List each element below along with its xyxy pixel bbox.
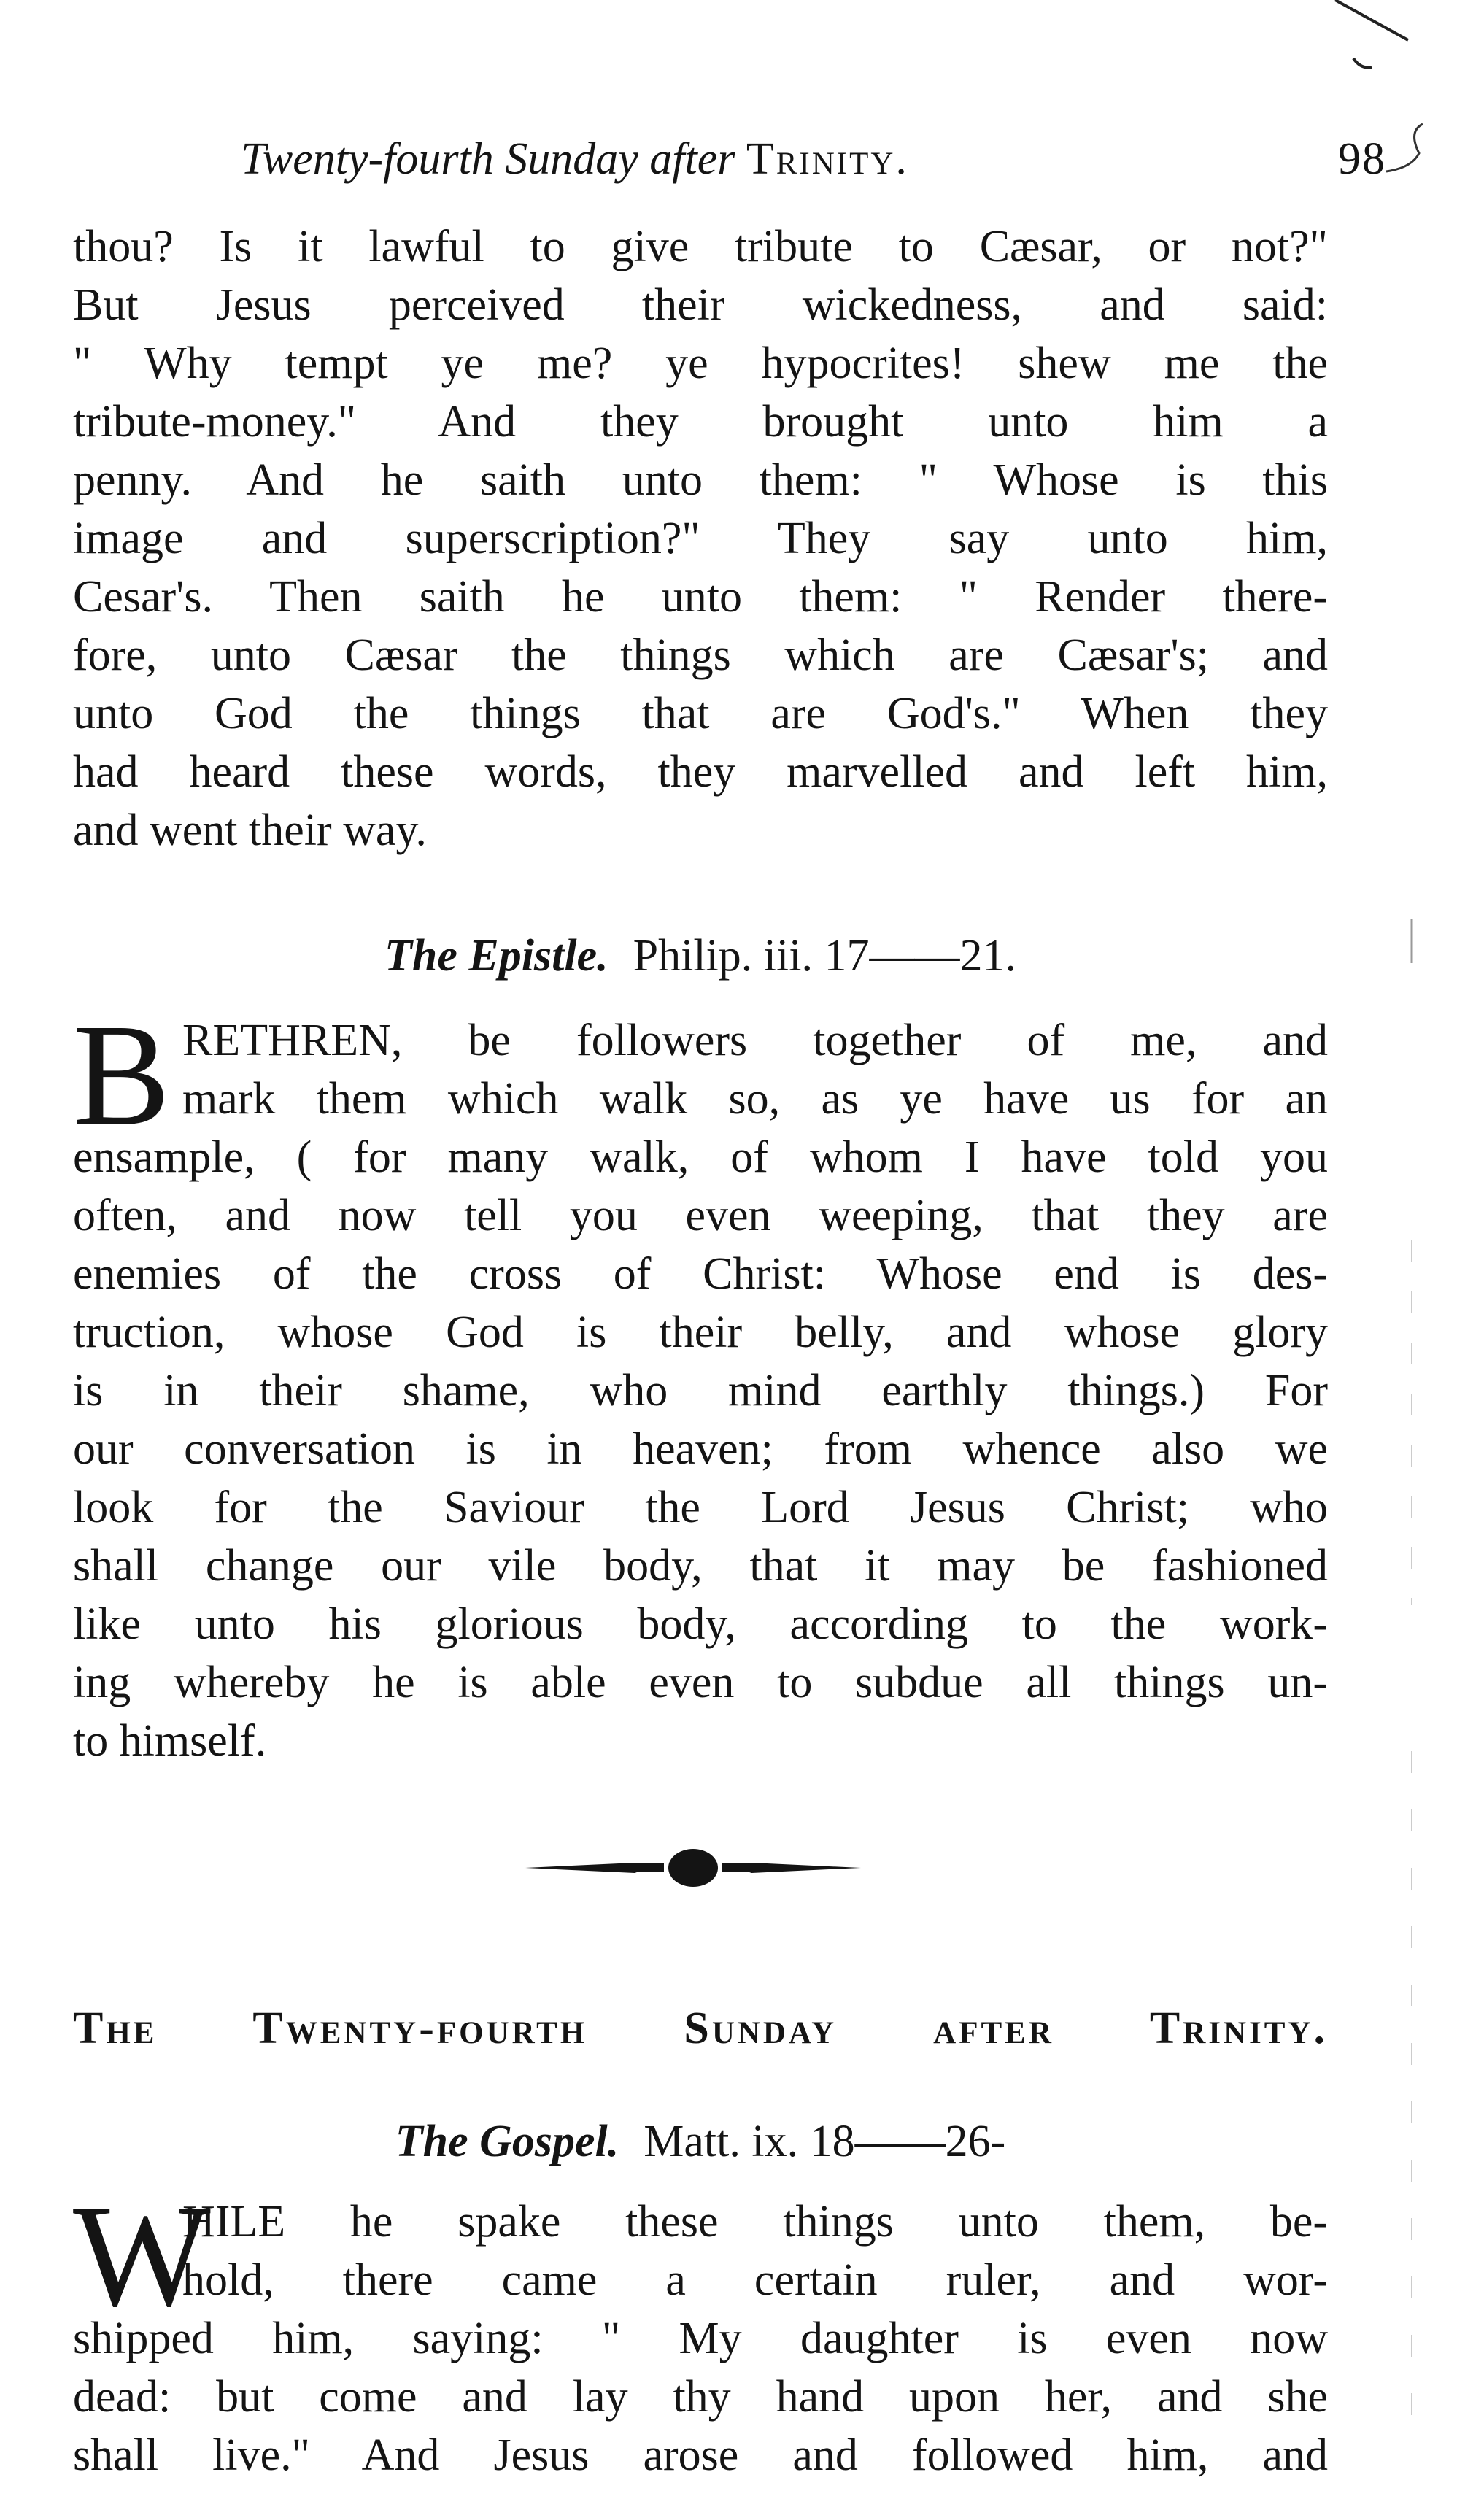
text-line: But Jesus perceived their wickedness, and said: xyxy=(73,280,1328,330)
text-line: penny. And he saith unto them: " Whose is this xyxy=(73,455,1328,505)
section-title: The Twenty-fourth Sunday after Trinity. xyxy=(73,2004,1328,2053)
text-line: and went their way. xyxy=(73,806,427,855)
epistle-heading xyxy=(73,927,1328,985)
gospel-label: The Gospel. xyxy=(395,2117,619,2166)
section-ornament xyxy=(525,1842,861,1893)
text-line: like unto his glorious body, according to the work- xyxy=(73,1599,1328,1649)
gospel-continued-text xyxy=(73,217,1328,860)
text-line: our conversation is in heaven; from whence also we xyxy=(73,1424,1328,1474)
gospel-reference: Matt. ix. 18——26- xyxy=(644,2117,1006,2166)
text-line: ing whereby he is able even to subdue all things un- xyxy=(73,1658,1328,1707)
text-line: thou? Is it lawful to give tribute to Cæsar, or not?" xyxy=(73,222,1328,271)
text-line: RETHREN, be followers together of me, and xyxy=(182,1016,1328,1065)
text-line: truction, whose God is their belly, and whose glory xyxy=(73,1308,1328,1357)
gospel-text xyxy=(73,2176,1328,2484)
text-line: enemies of the cross of Christ: Whose end is des- xyxy=(73,1249,1328,1299)
text-line: look for the Saviour the Lord Jesus Christ; who xyxy=(73,1483,1328,1532)
text-line: ensample, ( for many walk, of whom I have told you xyxy=(73,1132,1328,1182)
text-line: had heard these words, they marvelled and left him, xyxy=(73,747,1328,797)
text-line: image and superscription?" They say unto him, xyxy=(73,514,1328,563)
text-line: hold, there came a certain ruler, and wor- xyxy=(182,2255,1328,2305)
text-line: often, and now tell you even weeping, that they are xyxy=(73,1191,1328,1240)
text-line: shipped him, saying: " My daughter is even now xyxy=(73,2314,1328,2363)
running-head-trinity: Trinity. xyxy=(746,134,909,184)
text-line: mark them which walk so, as ye have us for an xyxy=(182,1074,1328,1124)
gospel-dropcap: W xyxy=(73,2176,211,2337)
running-head xyxy=(241,130,1386,188)
text-line: shall change our vile body, that it may be fashioned xyxy=(73,1541,1328,1591)
text-line: tribute-money." And they brought unto him a xyxy=(73,397,1328,447)
epistle-dropcap: B xyxy=(73,994,171,1156)
text-line: fore, unto Cæsar the things which are Cæsar's; and xyxy=(73,630,1328,680)
epistle-text xyxy=(73,994,1328,1770)
running-head-title: Twenty-fourth Sunday after xyxy=(241,134,735,184)
text-line: Cesar's. Then saith he unto them: " Render there- xyxy=(73,572,1328,622)
text-line: shall live." And Jesus arose and followed him, and xyxy=(73,2430,1328,2480)
text-line: dead: but come and lay thy hand upon her, and she xyxy=(73,2372,1328,2422)
epistle-reference: Philip. iii. 17——21. xyxy=(633,931,1016,981)
text-line: HILE he spake these things unto them, be- xyxy=(182,2197,1328,2247)
epistle-label: The Epistle. xyxy=(384,931,608,981)
text-line: to himself. xyxy=(73,1716,267,1766)
text-line: is in their shame, who mind earthly things.) For xyxy=(73,1366,1328,1415)
text-line: unto God the things that are God's." When they xyxy=(73,689,1328,738)
gospel-heading xyxy=(73,2112,1328,2171)
page-number: 98 xyxy=(1338,134,1386,184)
text-line: " Why tempt ye me? ye hypocrites! shew me the xyxy=(73,339,1328,388)
